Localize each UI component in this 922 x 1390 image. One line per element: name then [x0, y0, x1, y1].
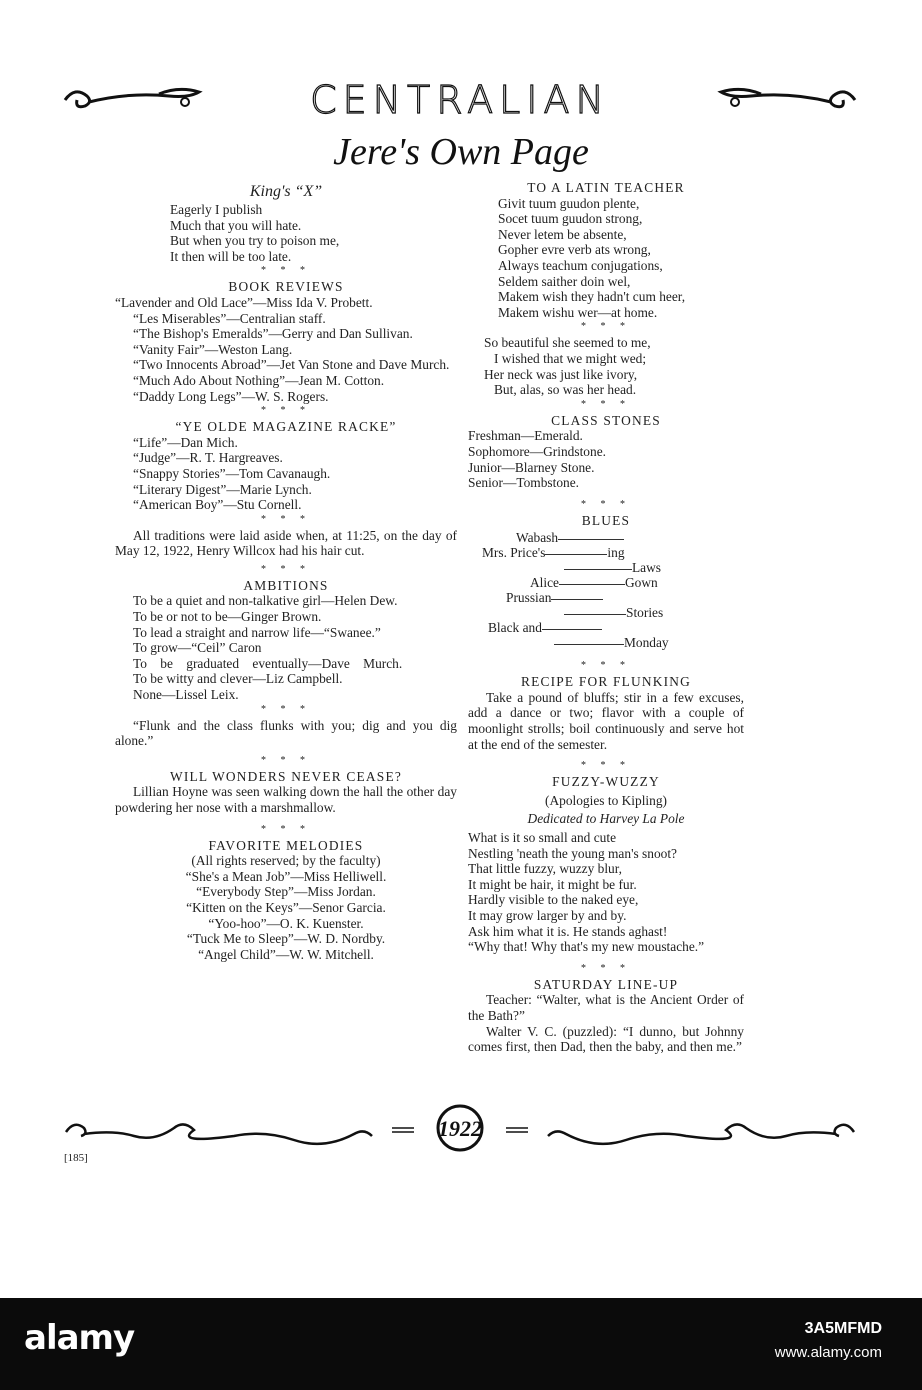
class-stones-heading: CLASS STONES — [551, 412, 661, 428]
latin-poem — [468, 196, 744, 321]
poem-line: Makem wish they hadn't cum heer, — [498, 289, 686, 305]
blues-word: Monday — [624, 635, 669, 651]
separator: * * * — [261, 563, 311, 575]
poem-line: “Why that! Why that's my new moustache.” — [468, 939, 705, 955]
fuzzy-dedication: Dedicated to Harvey La Pole — [527, 811, 685, 827]
separator: * * * — [261, 265, 311, 277]
poem-line: Her neck was just like ivory, — [484, 366, 638, 382]
page-number: [185] — [64, 1152, 88, 1164]
poem-line: Ask him what it is. He stands aghast! — [468, 923, 668, 939]
stone-item: Sophomore—Grindstone. — [468, 443, 606, 459]
blues-word: Prussian — [506, 590, 552, 606]
blank-line — [564, 614, 626, 615]
fuzzy-heading: FUZZY-WUZZY — [552, 774, 660, 790]
banner-word: CENTRALIAN — [310, 78, 610, 122]
poem-line: So beautiful she seemed to me, — [484, 335, 651, 351]
blues-word: Laws — [632, 560, 662, 576]
poem-line: Eagerly I publish — [170, 202, 263, 217]
poem-line: Always teachum conjugations, — [498, 257, 663, 273]
traditions-paragraph: All traditions were laid aside when, at 11:25, on the day of May 12, 1922, Henry Willcox had his hair cut. — [115, 527, 457, 559]
poem-line: Hardly visible to the naked eye, — [468, 892, 639, 908]
book-reviews-heading: BOOK REVIEWS — [228, 279, 344, 295]
magazine-item: “Life”—Dan Mich. — [133, 434, 238, 450]
blues-heading: BLUES — [581, 512, 631, 528]
poem-line: It then will be too late. — [170, 248, 292, 264]
stock-footer — [0, 1298, 922, 1390]
poem-line: But, alas, so was her head. — [494, 382, 637, 398]
blues-row — [554, 635, 669, 651]
blank-line — [542, 629, 602, 630]
melody-item: “Yoo-hoo”—O. K. Kuenster. — [208, 915, 364, 931]
review-item: “The Bishop's Emeralds”—Gerry and Dan Sullivan. — [133, 326, 413, 342]
poem-line: What is it so small and cute — [468, 830, 617, 846]
blues-word: Stories — [626, 605, 664, 621]
review-item: “Daddy Long Legs”—W. S. Rogers. — [133, 388, 329, 404]
separator: * * * — [581, 660, 631, 672]
poem-line: Never letem be absente, — [498, 226, 627, 242]
magazine-item: “Snappy Stories”—Tom Cavanaugh. — [133, 465, 331, 481]
poem-line: Nestling 'neath the young man's snoot? — [468, 845, 677, 861]
separator: * * * — [261, 405, 311, 417]
page-title: Jere's Own Page — [333, 131, 589, 173]
separator: * * * — [261, 513, 311, 525]
ambition-item: To be a quiet and non-talkative girl—Helen Dew. — [133, 593, 398, 609]
melodies-note: (All rights reserved; by the faculty) — [191, 853, 381, 869]
ambition-item: To be or not to be—Ginger Brown. — [133, 609, 322, 625]
lineup-item: Walter V. C. (puzzled): “I dunno, but Johnny comes first, then Dad, then the baby, and then me.” — [468, 1023, 744, 1055]
left-column — [115, 180, 457, 962]
blues-row — [530, 575, 658, 591]
magazine-item: “Judge”—R. T. Hargreaves. — [133, 450, 283, 466]
poem-line: That little fuzzy, wuzzy blur, — [468, 861, 623, 877]
fuzzy-subtitle: (Apologies to Kipling) — [545, 792, 667, 808]
poem-line: Gopher evre verb ats wrong, — [498, 242, 651, 258]
stock-url: www.alamy.com — [774, 1344, 882, 1361]
blank-line — [554, 644, 624, 645]
stone-item: Senior—Tombstone. — [468, 475, 580, 491]
melody-item: “She's a Mean Job”—Miss Helliwell. — [185, 868, 387, 884]
magazine-item: “American Boy”—Stu Cornell. — [133, 497, 302, 513]
wonders-heading: WILL WONDERS NEVER CEASE? — [170, 768, 402, 784]
wonders-text: Lillian Hoyne was seen walking down the hall the other day powdering her nose with a marshmallow. — [115, 784, 457, 815]
kings-x-heading: King's “X” — [249, 183, 323, 200]
image-id: 3A5MFMD — [804, 1320, 882, 1337]
blank-line — [551, 599, 603, 600]
separator: * * * — [581, 321, 631, 333]
poem-line: I wished that we might wed; — [494, 350, 647, 366]
stock-meta — [775, 1320, 882, 1361]
poem-line: Makem wishu wer—at home. — [498, 304, 658, 320]
blues-word: Alice — [530, 575, 559, 591]
blues-row — [482, 545, 625, 561]
poem-line: Socet tuum guudon strong, — [498, 211, 643, 227]
poem-line: But when you try to poison me, — [170, 233, 340, 249]
melody-item: “Angel Child”—W. W. Mitchell. — [198, 946, 374, 962]
review-item: “Lavender and Old Lace”—Miss Ida V. Probett. — [115, 294, 373, 310]
beautiful-poem — [468, 335, 744, 397]
magazine-item: “Literary Digest”—Marie Lynch. — [133, 481, 312, 497]
ambitions-heading: AMBITIONS — [243, 577, 329, 593]
separator: * * * — [581, 962, 631, 974]
blues-word: Mrs. Price's — [482, 545, 546, 561]
blues-word: Black and — [488, 620, 542, 636]
review-item: “Vanity Fair”—Weston Lang. — [133, 341, 293, 357]
blues-list — [468, 530, 744, 654]
separator: * * * — [581, 498, 631, 510]
melody-item: “Tuck Me to Sleep”—W. D. Nordby. — [186, 931, 386, 947]
blues-word: Wabash — [516, 530, 559, 546]
stone-item: Junior—Blarney Stone. — [468, 459, 595, 475]
lineup-item: Teacher: “Walter, what is the Ancient Order of the Bath?” — [468, 992, 744, 1023]
melody-item: “Kitten on the Keys”—Senor Garcia. — [186, 899, 386, 915]
ambition-item: To lead a straight and narrow life—“Swanee.” — [133, 624, 381, 640]
poem-line: It might be hair, it might be fur. — [468, 876, 637, 892]
ambition-item: To be witty and clever—Liz Campbell. — [133, 671, 343, 687]
right-column — [468, 180, 744, 1055]
stone-item: Freshman—Emerald. — [468, 428, 583, 444]
ambition-item: To grow—“Ceil” Caron — [133, 640, 262, 656]
blues-row — [564, 560, 661, 576]
recipe-heading: RECIPE FOR FLUNKING — [520, 674, 692, 690]
separator: * * * — [261, 703, 311, 715]
footer-scroll — [60, 1098, 860, 1158]
blues-row — [506, 590, 603, 606]
flunk-quote: “Flunk and the class flunks with you; dig and you dig alone.” — [115, 717, 457, 749]
review-item: “Two Innocents Abroad”—Jet Van Stone and Dave Murch. — [133, 357, 450, 373]
separator: * * * — [261, 754, 311, 766]
alamy-logo: alamy — [24, 1318, 135, 1358]
lineup-heading: SATURDAY LINE-UP — [533, 976, 679, 992]
review-item: “Les Miserables”—Centralian staff. — [133, 310, 326, 326]
melodies-heading: FAVORITE MELODIES — [208, 837, 364, 853]
poem-line: Givit tuum guudon plente, — [498, 195, 640, 211]
separator: * * * — [581, 760, 631, 772]
blank-line — [545, 554, 607, 555]
blues-row — [516, 530, 624, 546]
blues-row — [488, 620, 602, 636]
magazine-heading: “YE OLDE MAGAZINE RACKE” — [175, 419, 397, 435]
blank-line — [558, 539, 624, 540]
melody-item: “Everybody Step”—Miss Jordan. — [196, 884, 376, 900]
blank-line — [564, 569, 632, 570]
blank-line — [559, 584, 625, 585]
kings-x-poem — [115, 202, 457, 264]
poem-line: It may grow larger by and by. — [468, 908, 627, 923]
blues-word: Gown — [625, 575, 658, 591]
recipe-text: Take a pound of bluffs; stir in a few excuses, add a dance or two; flavor with a couple of moonlight strolls; boil continuously and serve hot at the end of the semester. — [468, 689, 744, 752]
blues-row — [564, 605, 663, 621]
review-item: “Much Ado About Nothing”—Jean M. Cotton. — [133, 372, 385, 388]
ambition-item: To be graduated eventually—Dave Murch. — [133, 655, 403, 671]
latin-heading: TO A LATIN TEACHER — [527, 180, 685, 195]
footer-ornament — [60, 1098, 860, 1158]
ambition-item: None—Lissel Leix. — [133, 687, 239, 703]
poem-line: Seldem saither doin wel, — [498, 273, 631, 289]
poem-line: Much that you will hate. — [170, 217, 302, 233]
separator: * * * — [261, 823, 311, 835]
blues-word: ing — [607, 545, 625, 561]
separator: * * * — [581, 398, 631, 410]
header-banner — [55, 72, 865, 130]
footer-year: 1922 — [438, 1116, 482, 1141]
